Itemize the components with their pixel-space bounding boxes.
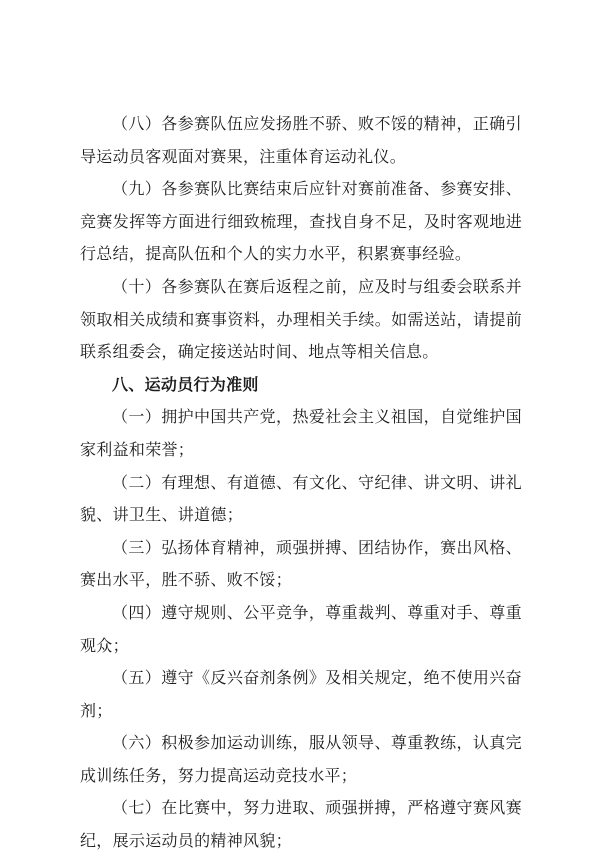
rule-item-1: （一）拥护中国共产党，热爱社会主义祖国，自觉维护国家利益和荣誉；: [80, 407, 522, 459]
rule-item-2: （二）有理想、有道德、有文化、守纪律、讲文明、讲礼貌、讲卫生、讲道德；: [80, 472, 522, 525]
paragraph-item-10: （十）各参赛队在赛后返程之前，应及时与组委会联系并领取相关成绩和赛事资料，办理相关手续。如需送站，请提前联系组委会，确定接送站时间、地点等相关信息。: [80, 276, 522, 362]
rule-item-3: （三）弘扬体育精神，顽强拼搏、团结协作，赛出风格、赛出水平，胜不骄、败不馁；: [80, 537, 522, 590]
rule-item-5: （五）遵守《反兴奋剂条例》及相关规定，绝不使用兴奋剂；: [80, 668, 522, 720]
rule-item-4: （四）遵守规则、公平竞争，尊重裁判、尊重对手、尊重观众；: [80, 602, 522, 655]
paragraph-item-9: （九）各参赛队比赛结束后应针对赛前准备、参赛安排、竞赛发挥等方面进行细致梳理，查找自身不足，及时客观地进行总结，提高队伍和个人的实力水平，积累赛事经验。: [80, 179, 522, 264]
section-heading: 八、运动员行为准则: [112, 374, 259, 394]
rule-item-7: （七）在比赛中，努力进取、顽强拼搏，严格遵守赛风赛纪，展示运动员的精神风貌；: [80, 798, 522, 851]
document-page: [80, 108, 522, 858]
rule-item-6: （六）积极参加运动训练，服从领导、尊重教练，认真完成训练任务，努力提高运动竞技水平；: [80, 733, 522, 785]
paragraph-item-8: （八）各参赛队伍应发扬胜不骄、败不馁的精神，正确引导运动员客观面对赛果，注重体育运动礼仪。: [80, 114, 522, 166]
